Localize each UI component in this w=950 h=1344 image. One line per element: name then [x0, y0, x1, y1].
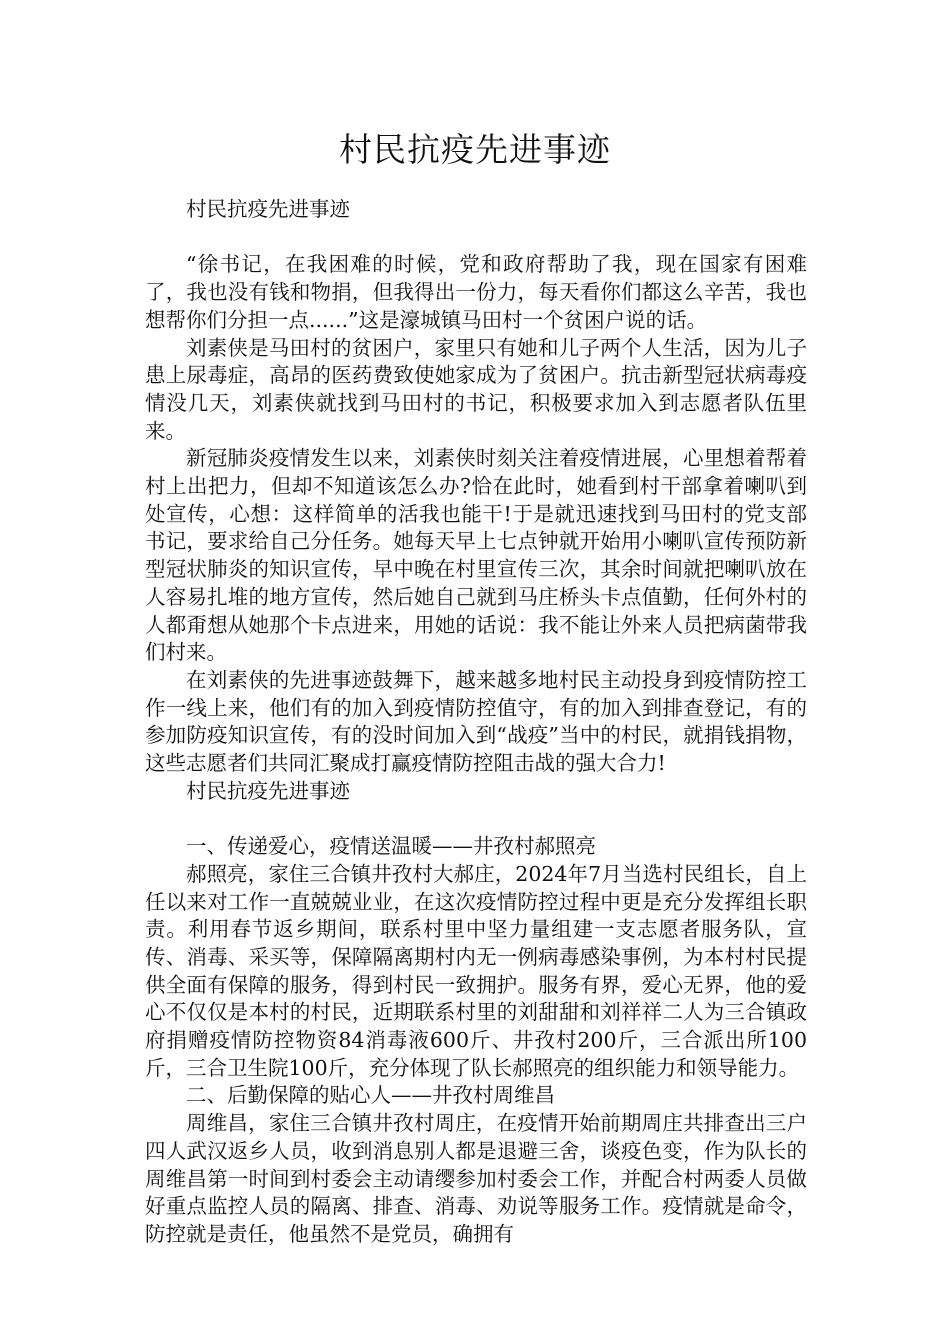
- paragraph-quote: “徐书记，在我困难的时候，党和政府帮助了我，现在国家有困难了，我也没有钱和物捐，但我得出一份力，每天看你们都这么辛苦，我也想帮你们分担一点......”这是濠城镇马田村一个贫困户说的话。: [145, 252, 807, 332]
- paragraph: 郝照亮，家住三合镇井孜村大郝庄，2024年7月当选村民组长，自上任以来对工作一直兢兢业业，在这次疫情防控过程中更是充分发挥组长职责。利用春节返乡期间，联系村里中坚力量组建一支志愿者服务队，宣传、消毒、采买等，保障隔离期村内无一例病毒感染事例，为本村村民提供全面有保障的服务，得到村民一致拥护。服务有界，爱心无界，他的爱心不仅仅是本村的村民，近期联系村里的刘甜甜和刘祥祥二人为三合镇政府捐赠疫情防控物资84消毒液600斤、井孜村200斤，三合派出所100斤，三合卫生院100斤，充分体现了队长郝照亮的组织能力和领导能力。: [145, 861, 807, 1080]
- document-title: 村民抗疫先进事迹: [339, 130, 611, 169]
- paragraph-subtitle: 村民抗疫先进事迹: [186, 197, 350, 221]
- document-body: [145, 196, 807, 1249]
- section-heading: 二、后勤保障的贴心人——井孜村周维昌: [186, 1083, 555, 1108]
- paragraph: 刘素侠是马田村的贫困户，家里只有她和儿子两个人生活，因为儿子患上尿毒症，高昂的医药费致使她家成为了贫困户。抗击新型冠状病毒疫情没几天，刘素侠就找到马田村的书记，积极要求加入到志愿者队伍里来。: [145, 335, 807, 443]
- section-heading: 一、传递爱心，疫情送温暖——井孜村郝照亮: [186, 834, 596, 859]
- paragraph: 在刘素侠的先进事迹鼓舞下，越来越多地村民主动投身到疫情防控工作一线上来，他们有的加入到疫情防控值守，有的加入到排查登记，有的参加防疫知识宣传，有的没时间加入到“战疫”当中的村民，就捐钱捐物，这些志愿者们共同汇聚成打赢疫情防控阻击战的强大合力!: [145, 667, 807, 776]
- paragraph: 新冠肺炎疫情发生以来，刘素侠时刻关注着疫情进展，心里想着帮着村上出把力，但却不知道该怎么办?恰在此时，她看到村干部拿着喇叭到处宣传，心想：这样简单的活我也能干!于是就迅速找到马田村的党支部书记，要求给自己分任务。她每天早上七点钟就开始用小喇叭宣传预防新型冠状肺炎的知识宣传，早中晚在村里宣传三次，其余时间就把喇叭放在人容易扎堆的地方宣传，然后她自己就到马庄桥头卡点值勤，任何外村的人都甭想从她那个卡点进来，用她的话说：我不能让外来人员把病菌带我们村来。: [145, 446, 807, 665]
- paragraph: 周维昌，家住三合镇井孜村周庄，在疫情开始前期周庄共排查出三户四人武汉返乡人员，收到消息别人都是退避三舍，谈疫色变，作为队长的周维昌第一时间到村委会主动请缨参加村委会工作，并配合村两委人员做好重点监控人员的隔离、排查、消毒、劝说等服务工作。疫情就是命令，防控就是责任，他虽然不是党员，确拥有: [145, 1111, 807, 1246]
- paragraph-subtitle: 村民抗疫先进事迹: [186, 778, 350, 803]
